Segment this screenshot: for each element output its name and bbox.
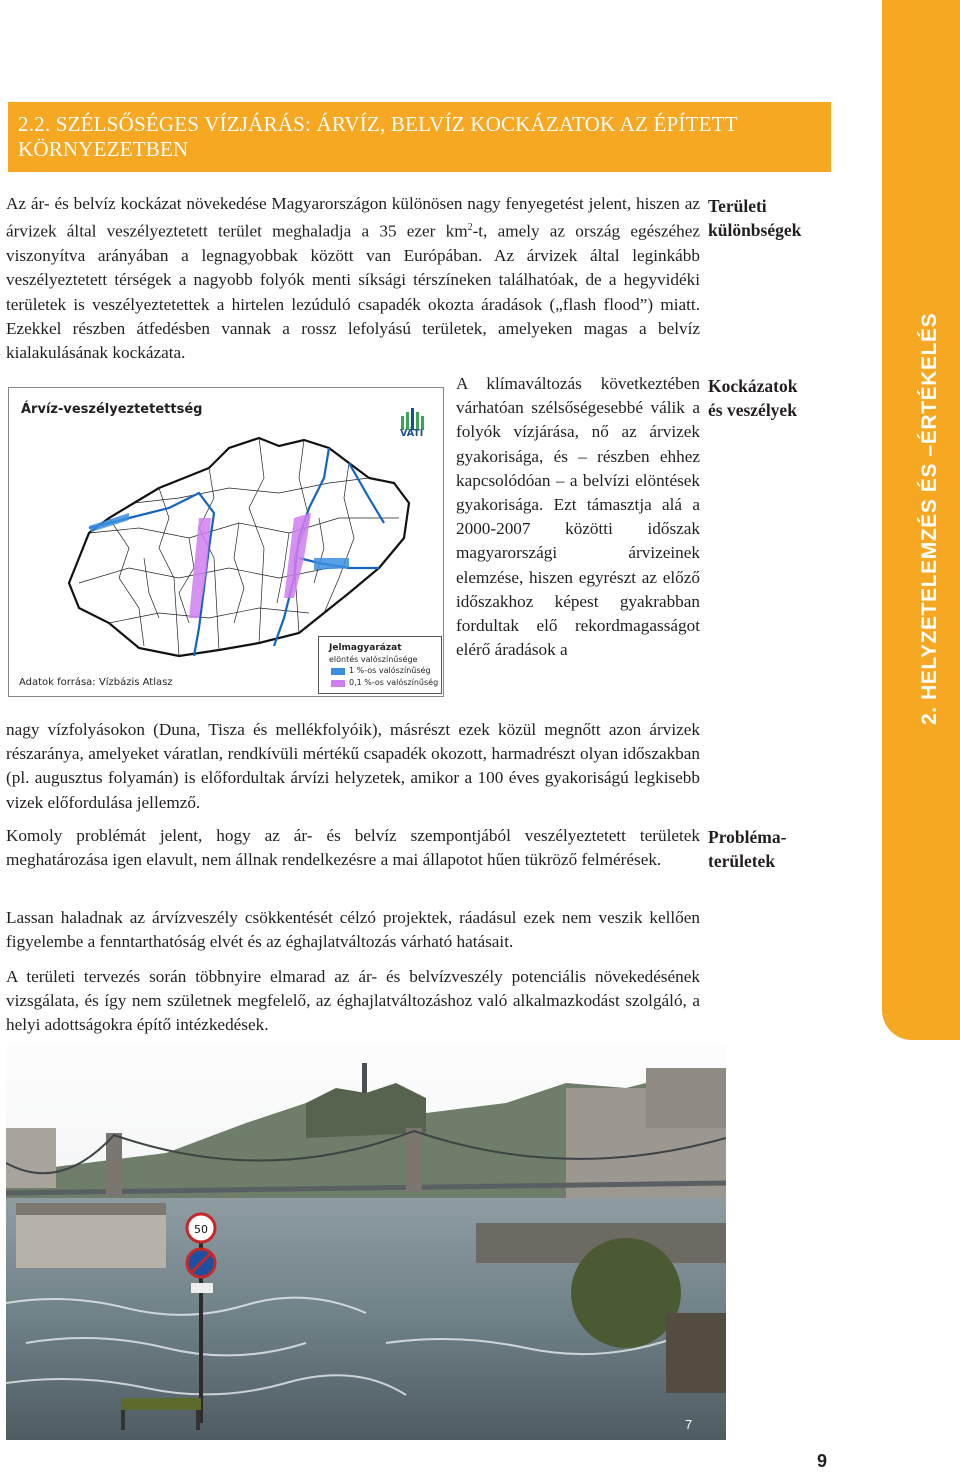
legend-swatch-1 bbox=[331, 668, 345, 675]
legend-item-1: 1 %-os valószínűség bbox=[349, 666, 431, 675]
section-header bbox=[8, 102, 831, 172]
paragraph-3: Komoly problémát jelent, hogy az ár- és belvíz szempontjából veszélyeztetett területek meghatározása igen elavult, nem állnak rendelkezésre a mai állapotot hűen tükröző felmérések. bbox=[6, 826, 700, 870]
margin-note-teruleti: Területi különbségek bbox=[708, 196, 802, 240]
svg-text:50: 50 bbox=[194, 1223, 208, 1236]
paragraph-2: nagy vízfolyásokon (Duna, Tisza és mellékfolyóik), másrészt ezek közül megnőtt azon árvizek részaránya, amelyeket váratlan, rendkívüli mértékű csapadék okozott, harmadrészt olyan időszakban (pl. augusztus folyamán) is előfordultak árvízi helyzetek, amikor a 100 éves gyakoriságú legkisebb vizek előfordulása jellemző. bbox=[6, 720, 700, 812]
paragraph-2-side: A klímaváltozás következtében várhatóan szélsőségesebbé válik a folyók vízjárása, nő az árvizek gyakorisága, és – részben ehhez kapcsolódóan – a belvízi elöntések gyakorisága. Ezt támasztja alá a 2000-2007 közötti időszak magyarországi árvizeinek elemzése, hiszen egyrészt az előző időszakhoz képest gyakrabban fordultak elő rekordmagasságot elérő áradások a bbox=[456, 374, 700, 660]
legend-swatch-2 bbox=[331, 680, 345, 687]
map-source: Adatok forrása: Vízbázis Atlasz bbox=[19, 677, 173, 688]
paragraph-1: Az ár- és belvíz kockázat növekedése Magyarországon különösen nagy fenyegetést jelent, hiszen az árvizek által veszélyeztetett terület meghaladja a 35 ezer $km^2-t$, amely az ország egészéhez viszonyítva arányában a legnagyobbak között van Európában. Az árvizek által leginkább veszélyeztetett térségek a nagyobb folyók menti síksági térszíneken találhatóak, de a hegyvidéki területek is veszélyeztetettek a hirtelen lezúduló csapadék okozta áradások („flash flood”) miatt. Ezekkel részben átfedésben vannak a rossz lefolyású területek, amelyeken magas a belvíz kialakulásának kockázata. bbox=[6, 194, 700, 362]
hungary-map-shape bbox=[49, 418, 429, 668]
margin-note-problema: Probléma- területek bbox=[708, 827, 787, 871]
legend-title: Jelmagyarázat bbox=[329, 643, 402, 653]
flood-risk-map bbox=[8, 387, 444, 697]
section-title: 2.2. SZÉLSŐSÉGES VÍZJÁRÁS: ÁRVÍZ, BELVÍZ KOCKÁZATOK AZ ÉPÍTETT KÖRNYEZETBEN bbox=[18, 112, 738, 161]
flood-photo bbox=[6, 1043, 726, 1440]
legend-subtitle: elöntés valószínűsége bbox=[329, 655, 418, 664]
photo-number: 7 bbox=[685, 1417, 693, 1432]
paragraph-4: Lassan haladnak az árvízveszély csökkentését célzó projektek, ráadásul ezek nem veszik kellően figyelembe a fenntarthatóság elvét és az éghajlatváltozás várható hatásait. bbox=[6, 908, 700, 952]
legend-item-2: 0,1 %-os valószínűség bbox=[349, 678, 439, 687]
margin-note-kockazatok: Kockázatok és veszélyek bbox=[708, 376, 798, 420]
vati-logo-text: VÁTI bbox=[400, 428, 424, 439]
paragraph-5: A területi tervezés során többnyire elmarad az ár- és belvízveszély potenciális növekedésének vizsgálata, és így nem születnek megfelelő, az éghajlatváltozáshoz való alkalmazkodást szolgáló, a helyi adottságokra építő intézkedések. bbox=[6, 967, 700, 1035]
chapter-tab-label: 2. HELYZETELEMZÉS ÉS –ÉRTÉKELÉS bbox=[918, 312, 941, 725]
map-legend bbox=[318, 636, 442, 694]
page-number: 9 bbox=[817, 1451, 828, 1471]
map-title: Árvíz-veszélyeztetettség bbox=[21, 402, 203, 417]
